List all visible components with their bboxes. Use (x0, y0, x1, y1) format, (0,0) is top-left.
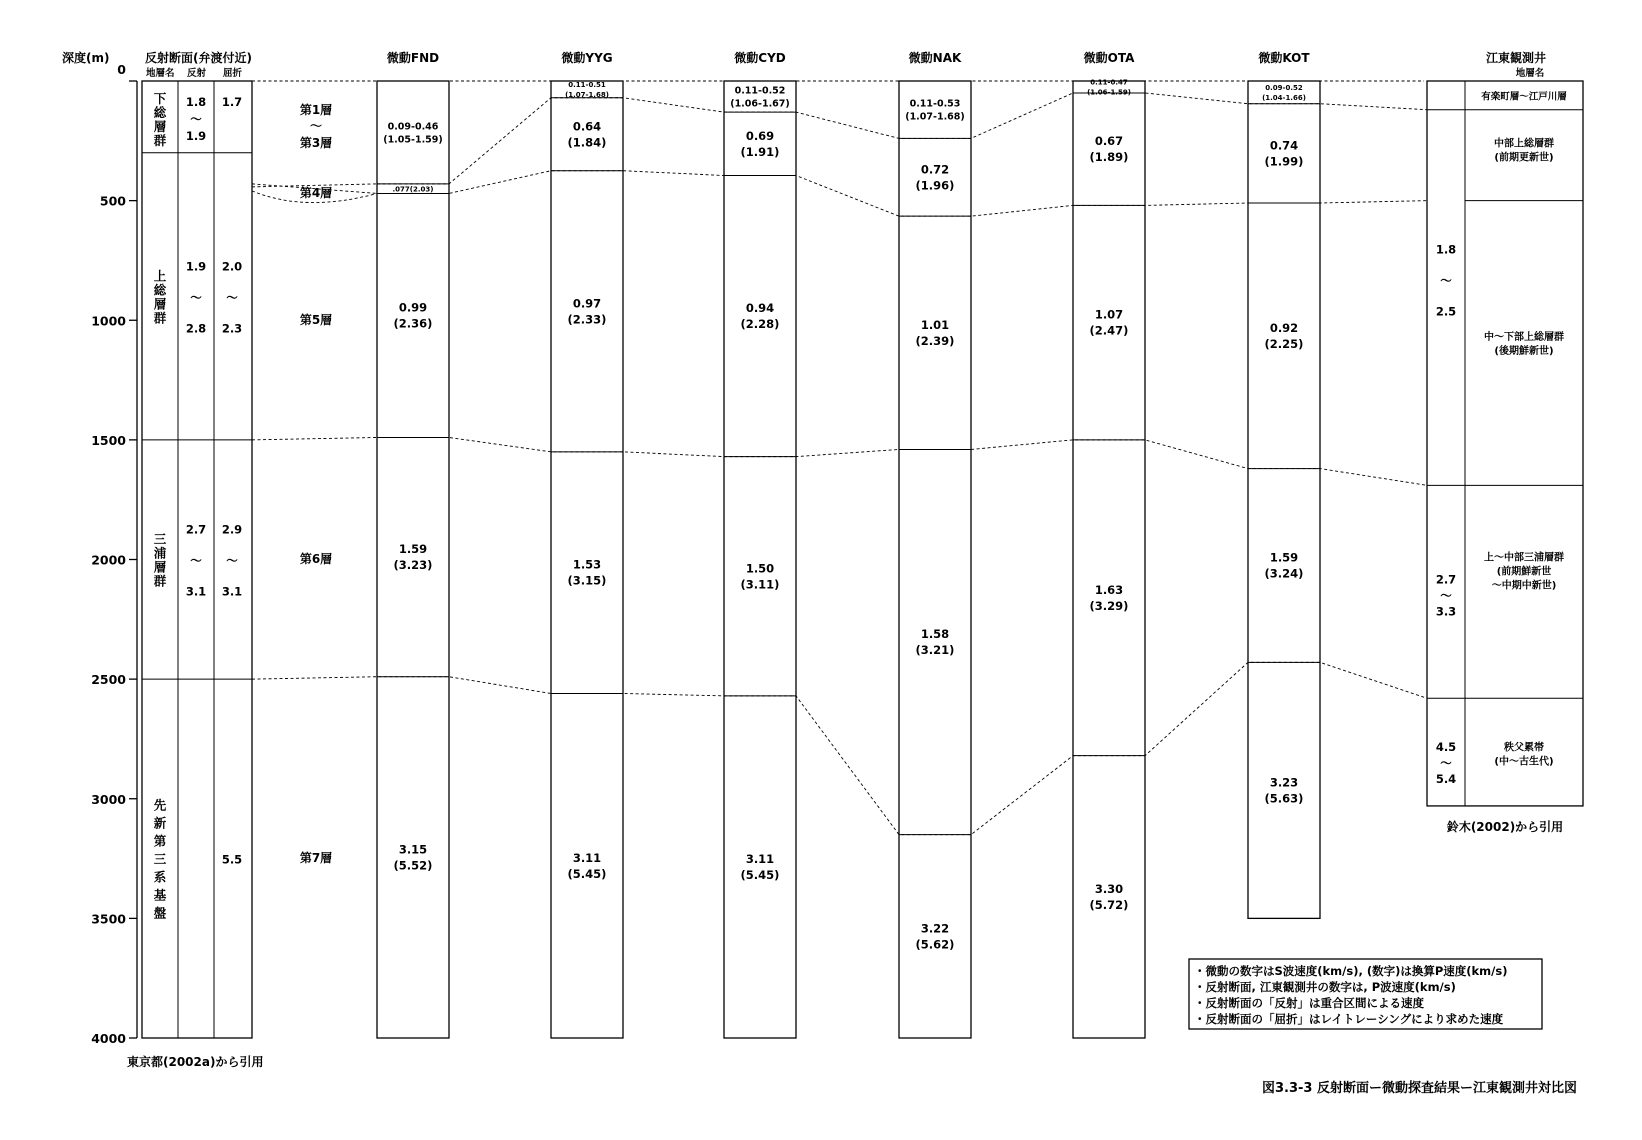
layer-velocity: (2.47) (1089, 323, 1129, 338)
layer-velocity: (1.06-1.67) (730, 98, 790, 110)
well-unit-name: (前期鮮新世 (1496, 566, 1552, 578)
velocity-value: 2.0 (221, 259, 243, 274)
layer-velocity: (5.45) (740, 867, 780, 882)
layer-velocity: 0.11-0.47 (1090, 78, 1128, 87)
reflection-section-title: 反射断面(弁渡付近) (145, 51, 252, 65)
layer-velocity: (1.06-1.59) (1087, 88, 1131, 97)
layer-velocity: 0.74 (1269, 138, 1299, 153)
well-velocity: 1.8 (1435, 242, 1457, 257)
layer-5-label: 第5層 (299, 313, 333, 327)
depth-tick-label: 0 (117, 62, 126, 77)
formation-name-char: 浦 (153, 545, 167, 561)
layer-velocity: 0.11-0.52 (734, 85, 786, 97)
layer-velocity: 1.58 (920, 627, 950, 642)
layer-velocity: 1.53 (572, 557, 602, 572)
well-title: 江東観測井 (1485, 51, 1547, 65)
column-微動KOT (1248, 50, 1320, 918)
layer-velocity: (1.07-1.68) (565, 90, 609, 99)
reflection-subheader: 反射 (187, 68, 207, 79)
layer-velocity: (2.33) (567, 312, 607, 327)
layer-velocity: (2.28) (740, 317, 780, 332)
layer-velocity: 0.09-0.52 (1265, 83, 1303, 92)
formation-name-char: 基 (153, 887, 167, 903)
well-unit-name: (後期鮮新世) (1494, 345, 1554, 357)
depth-tick-label: 3000 (91, 791, 126, 807)
layer-velocity: (1.89) (1089, 150, 1129, 165)
layer-velocity: 3.22 (920, 921, 950, 936)
layer-velocity: 3.23 (1269, 775, 1299, 790)
layer-velocity: (3.21) (915, 643, 955, 658)
layer-velocity: 1.07 (1094, 307, 1124, 322)
formation-name-char: 系 (153, 869, 167, 885)
column-微動YYG (551, 50, 623, 1038)
formation-name-char: 上 (153, 268, 167, 284)
velocity-value: 〜 (226, 553, 238, 568)
correlation-line (252, 437, 1427, 485)
layer-velocity: (1.07-1.68) (905, 111, 965, 123)
layer-velocity: (5.72) (1089, 897, 1129, 912)
well-velocity: 〜 (1440, 588, 1452, 603)
layer-velocity: 0.97 (572, 296, 602, 311)
reflection-source-note: 東京都(2002a)から引用 (127, 1055, 264, 1069)
layer-velocity: (5.63) (1264, 791, 1304, 806)
depth-ticks (91, 62, 137, 1046)
well-frame (1427, 81, 1583, 806)
column-title: 微動CYD (734, 51, 786, 65)
formation-name-char: 下 (153, 91, 167, 106)
formation-name-char: 総 (153, 282, 167, 298)
layer-velocity: 0.94 (745, 301, 775, 316)
formation-name-char: 層 (153, 119, 167, 134)
well-unit-name: 有楽町層〜江戸川層 (1481, 91, 1567, 103)
column-title: 微動YYG (561, 51, 613, 65)
depth-tick-label: 1500 (91, 432, 126, 448)
well-unit-name: (前期更新世) (1494, 152, 1554, 164)
layer-3-label: 第3層 (299, 136, 333, 150)
layer-1-3-tilde: 〜 (309, 119, 323, 133)
column-frame (899, 81, 971, 1038)
column-title: 微動FND (386, 51, 440, 65)
well-unit-name: 上〜中部三浦層群 (1484, 552, 1564, 564)
velocity-value: 2.7 (185, 522, 207, 537)
layer-velocity: 3.15 (398, 842, 428, 857)
layer-7-label: 第7層 (299, 851, 333, 865)
layer-velocity: 3.11 (572, 850, 602, 865)
layer-velocity: 0.99 (398, 300, 428, 315)
layer-velocity: (3.15) (567, 573, 607, 588)
velocity-value: 〜 (190, 112, 202, 126)
note-4: ・反射断面の「屈折」はレイトレーシングにより求めた速度 (1194, 1012, 1504, 1026)
well-velocity: 〜 (1440, 273, 1452, 288)
layer-velocity: 3.30 (1094, 881, 1124, 896)
velocity-value: 〜 (226, 290, 238, 305)
depth-tick-label: 2500 (91, 672, 126, 688)
formation-name-char: 層 (153, 559, 167, 575)
layer-velocity: (1.91) (740, 144, 780, 159)
column-微動CYD (724, 50, 796, 1038)
note-1: ・微動の数字はS波速度(km/s), (数字)は換算P速度(km/s) (1194, 964, 1508, 978)
depth-tick-label: 3500 (91, 911, 126, 927)
layer-velocity: 0.11-0.51 (568, 80, 606, 89)
refraction-subheader: 屈折 (223, 68, 243, 79)
well-source-note: 鈴木(2002)から引用 (1446, 819, 1564, 834)
layer-velocity: (3.23) (393, 558, 433, 573)
layer-velocity: 1.59 (1269, 550, 1299, 565)
layer-1-label: 第1層 (299, 103, 333, 117)
layer-velocity: 1.01 (920, 317, 950, 332)
well-unit-name: 〜中期中新世) (1491, 580, 1557, 592)
layer-velocity: 0.64 (572, 119, 602, 134)
column-frame (724, 81, 796, 1038)
formation-name-char: 新 (153, 815, 167, 831)
reflection-section-panel (142, 81, 252, 1038)
formation-name-char: 層 (153, 296, 167, 312)
layer-velocity: (2.25) (1264, 336, 1304, 351)
column-微動NAK (899, 50, 971, 1038)
velocity-value: 3.1 (185, 584, 207, 599)
layer-velocity: (3.11) (740, 577, 780, 592)
layer-velocity: (1.96) (915, 178, 955, 193)
column-title: 微動KOT (1258, 51, 1310, 65)
layer-velocity: 1.63 (1094, 582, 1124, 597)
layer-velocity: 0.92 (1269, 320, 1299, 335)
formation-name-char: 群 (153, 573, 167, 589)
velocity-value: 2.8 (185, 321, 207, 336)
layer-velocity: (2.36) (393, 316, 433, 331)
depth-tick-label: 4000 (91, 1031, 126, 1046)
depth-tick-label: 1000 (91, 313, 126, 329)
well-unit-name: 中〜下部上総層群 (1484, 331, 1564, 343)
velocity-value: 3.1 (221, 584, 243, 599)
formation-name-char: 第 (153, 833, 167, 849)
layer-4-label: 第4層 (299, 186, 333, 200)
layer-velocity: .077(2.03) (392, 185, 434, 194)
layer-velocity: (1.04-1.66) (1262, 93, 1306, 102)
column-微動OTA (1073, 50, 1145, 1038)
layer-velocity: (5.52) (393, 858, 433, 873)
velocity-value: 5.5 (221, 852, 243, 867)
layer-velocity: (2.39) (915, 333, 955, 348)
formation-name-subheader: 地層名 (146, 68, 175, 79)
layer-velocity: (5.62) (915, 937, 955, 952)
velocity-value: 1.8 (185, 95, 207, 109)
layer-velocity: (3.24) (1264, 566, 1304, 581)
velocity-value: 1.7 (221, 95, 243, 109)
layer-velocity: (5.45) (567, 866, 607, 881)
well-unit-name: (中〜古生代) (1494, 756, 1554, 768)
layer-velocity: (1.99) (1264, 154, 1304, 169)
koto-well-column (1427, 50, 1583, 834)
formation-name-char: 群 (153, 133, 167, 148)
layer-velocity: (3.29) (1089, 598, 1129, 613)
well-velocity: 3.3 (1435, 604, 1457, 619)
depth-tick-label: 500 (99, 193, 126, 209)
layer-velocity: 0.72 (920, 162, 950, 177)
legend-notes (1189, 959, 1542, 1029)
correlation-line (252, 662, 1427, 834)
well-velocity: 2.7 (1435, 572, 1457, 587)
velocity-value: 〜 (190, 290, 202, 305)
microtremor-columns (377, 50, 1320, 1038)
layer-velocity: 0.11-0.53 (909, 98, 961, 110)
layer-velocity: 1.50 (745, 561, 775, 576)
velocity-value: 1.9 (185, 129, 207, 143)
well-velocity: 〜 (1440, 755, 1452, 770)
layer-velocity: 3.11 (745, 851, 775, 866)
formation-name-char: 先 (153, 797, 167, 813)
well-unit-name: 中部上総層群 (1494, 138, 1554, 150)
note-2: ・反射断面, 江東観測井の数字は, P波速度(km/s) (1194, 980, 1456, 994)
column-title: 微動OTA (1083, 51, 1135, 65)
velocity-value: 2.3 (221, 321, 243, 336)
well-unit-name: 秩父累帯 (1504, 742, 1544, 754)
depth-tick-label: 2000 (91, 552, 126, 568)
velocity-value: 〜 (190, 553, 202, 568)
layer-velocity: 0.09-0.46 (387, 121, 439, 133)
formation-name-char: 群 (153, 310, 167, 326)
column-微動FND (377, 50, 449, 1038)
layer-velocity: 1.59 (398, 542, 428, 557)
well-subtitle: 地層名 (1515, 68, 1545, 79)
depth-axis-title: 深度(m) (62, 51, 110, 65)
layer-velocity: 0.67 (1094, 134, 1124, 149)
well-velocity: 5.4 (1435, 771, 1457, 786)
column-title: 微動NAK (908, 51, 962, 65)
well-velocity: 4.5 (1435, 739, 1457, 754)
note-3: ・反射断面の「反射」は重合区間による速度 (1194, 996, 1424, 1010)
formation-name-char: 総 (153, 105, 167, 120)
layer-velocity: 0.69 (745, 128, 775, 143)
layer-name-labels (300, 102, 332, 865)
formation-name-char: 三 (153, 531, 167, 547)
formation-name-char: 三 (153, 851, 167, 867)
formation-name-char: 盤 (153, 905, 167, 921)
layer-velocity: (1.84) (567, 135, 607, 150)
figure-caption: 図3.3-3 反射断面ー微動探査結果ー江東観測井対比図 (1262, 1081, 1577, 1096)
layer-6-label: 第6層 (299, 552, 333, 566)
layer-velocity: (1.05-1.59) (383, 134, 443, 146)
well-velocity: 2.5 (1435, 304, 1457, 319)
velocity-value: 1.9 (185, 259, 207, 274)
velocity-value: 2.9 (221, 522, 243, 537)
